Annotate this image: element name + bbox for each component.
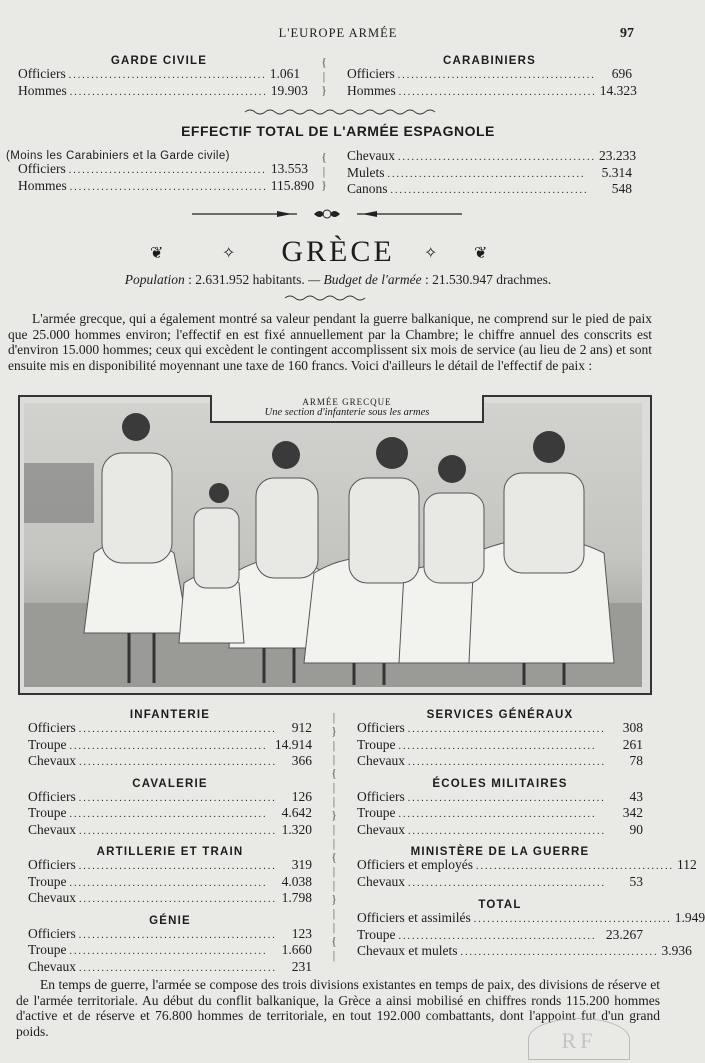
table-row: Officiers ............................................ 13.553 xyxy=(18,161,308,176)
table-row: Chevaux ............................................ 1.320 xyxy=(28,821,312,837)
table-row: Chevaux ............................................ 1.798 xyxy=(28,890,312,905)
table-row: Chevaux ............................................ 366 xyxy=(28,753,312,768)
table-row: Officiers ............................................ 43 xyxy=(357,788,643,804)
cross-ornament-icon: ✧ xyxy=(424,245,438,262)
table-row: Chevaux ............................................ 53 xyxy=(357,873,643,889)
section-divider-ornament xyxy=(192,208,462,220)
photo-caption: Une section d'infanterie sous les armes xyxy=(264,407,430,418)
table-row: Officiers ............................................ 308 xyxy=(357,720,643,735)
table-row: Troupe ............................................ 1.660 xyxy=(28,942,312,957)
photo-caption-title: ARMÉE GRECQUE xyxy=(302,397,392,407)
table-row: Officiers ............................................ 912 xyxy=(28,720,312,735)
brace-separator: { | } xyxy=(321,150,327,192)
ornament-icon: ❦ xyxy=(150,245,164,262)
table-row: Officiers et assimilés ............................................ 1.949 xyxy=(357,910,705,925)
table-row: Canons ............................................ 548 xyxy=(347,181,632,196)
page-header xyxy=(0,26,676,44)
section-title: GARDE CIVILE xyxy=(110,55,208,67)
table-row: Officiers ............................................ 126 xyxy=(28,788,312,804)
table-row: Hommes ............................................ 115.890 xyxy=(18,177,315,193)
total-note: (Moins les Carabiniers et la Garde civile) xyxy=(6,150,230,162)
section-title: SERVICES GÉNÉRAUX xyxy=(426,709,574,721)
total-right-table xyxy=(347,148,637,199)
running-title: L'EUROPE ARMÉE xyxy=(278,26,398,40)
table-row: Mulets ............................................ 5.314 xyxy=(347,164,632,180)
effectif-right-tables xyxy=(357,709,705,961)
carabiniers-table xyxy=(347,55,637,100)
section-title: GÉNIE xyxy=(149,914,191,927)
total-title: EFFECTIF TOTAL DE L'ARMÉE ESPAGNOLE xyxy=(181,123,495,139)
ornamental-divider xyxy=(285,294,365,302)
table-row: Chevaux ............................................ 90 xyxy=(357,821,643,837)
table-row: Officiers et employés ............................................ 112 xyxy=(357,857,697,872)
page-number: 97 xyxy=(620,26,634,41)
photo-image xyxy=(24,403,642,687)
total-left-table xyxy=(6,150,316,195)
table-row: Chevaux ............................................ 231 xyxy=(28,958,312,974)
table-row: Chevaux ............................................ 78 xyxy=(357,753,643,768)
photo-caption-box xyxy=(210,395,484,423)
table-row: Officiers ............................................ 319 xyxy=(28,857,312,872)
table-row: Troupe ............................................ 14.914 xyxy=(28,736,312,752)
ornament-icon: ❦ xyxy=(474,245,488,262)
table-row: Officiers ............................................ 123 xyxy=(28,925,312,941)
table-row: Troupe ............................................ 23.267 xyxy=(357,926,643,942)
garde-civile-table xyxy=(18,55,308,100)
section-title: ARTILLERIE ET TRAIN xyxy=(96,846,244,858)
photo-infantry-section xyxy=(18,395,652,695)
section-title: MINISTÈRE DE LA GUERRE xyxy=(410,846,590,858)
table-row: Officiers ............................................ 696 xyxy=(347,66,632,81)
table-row: Chevaux et mulets ............................................ 3.936 xyxy=(357,943,692,958)
section-title: ÉCOLES MILITAIRES xyxy=(432,777,568,790)
table-row: Troupe ............................................ 4.038 xyxy=(28,873,312,889)
population-budget-line: Population : 2.631.952 habitants. — Budget de l'armée : 21.530.947 drachmes. xyxy=(124,272,552,287)
library-stamp-icon: RF xyxy=(528,1018,630,1060)
brace-separator: | } | | { | | } | | { | | } | | { | xyxy=(331,710,337,962)
section-title: INFANTERIE xyxy=(129,709,211,721)
table-row: Troupe ............................................ 4.642 xyxy=(28,805,312,820)
table-row: Hommes ............................................ 14.323 xyxy=(347,82,637,98)
section-title: TOTAL xyxy=(478,899,522,911)
table-row: Officiers ............................................ 1.061 xyxy=(18,66,301,81)
country-title: GRÈCE xyxy=(281,235,395,268)
brace-separator: { | } xyxy=(321,55,327,97)
table-row: Chevaux ............................................ 23.233 xyxy=(347,148,637,163)
section-title: CAVALERIE xyxy=(132,777,208,790)
ornamental-divider xyxy=(245,108,435,116)
cross-ornament-icon: ✧ xyxy=(222,245,236,262)
intro-paragraph: L'armée grecque, qui a également montré sa valeur pendant la guerre balkanique, ne comprend sur le pied de paix que 25.000 hommes environ; l'effectif en est fixé annuellement par la Chambre; le chiffre annuel des conscrits est d'environ 15.000 hommes; ceux qui excèdent le contingent accomplissent six mois de service (au lieu de 2 ans) et sont ensuite mis en disponibilité moyennant une taxe de 160 francs. Voici d'ailleurs le détail de l'effectif de paix : xyxy=(8,311,652,373)
section-title: CARABINIERS xyxy=(442,55,537,67)
table-row: Troupe ............................................ 261 xyxy=(357,736,643,752)
table-row: Hommes ............................................ 19.903 xyxy=(18,82,308,98)
effectif-left-tables xyxy=(28,709,312,976)
table-row: Troupe ............................................ 342 xyxy=(357,805,643,820)
closing-paragraph: En temps de guerre, l'armée se compose des trois divisions existantes en temps de paix, des divisions de réserve et de l'armée territoriale. Au début du conflit balkanique, la Grèce a ainsi mobilisé en chiffres ronds 115.200 hommes d'active et de réserve et 76.800 hommes de territoriale, en tout 192.000 combattants, dont l'appoint fut d'un grand poids. xyxy=(16,977,660,1039)
